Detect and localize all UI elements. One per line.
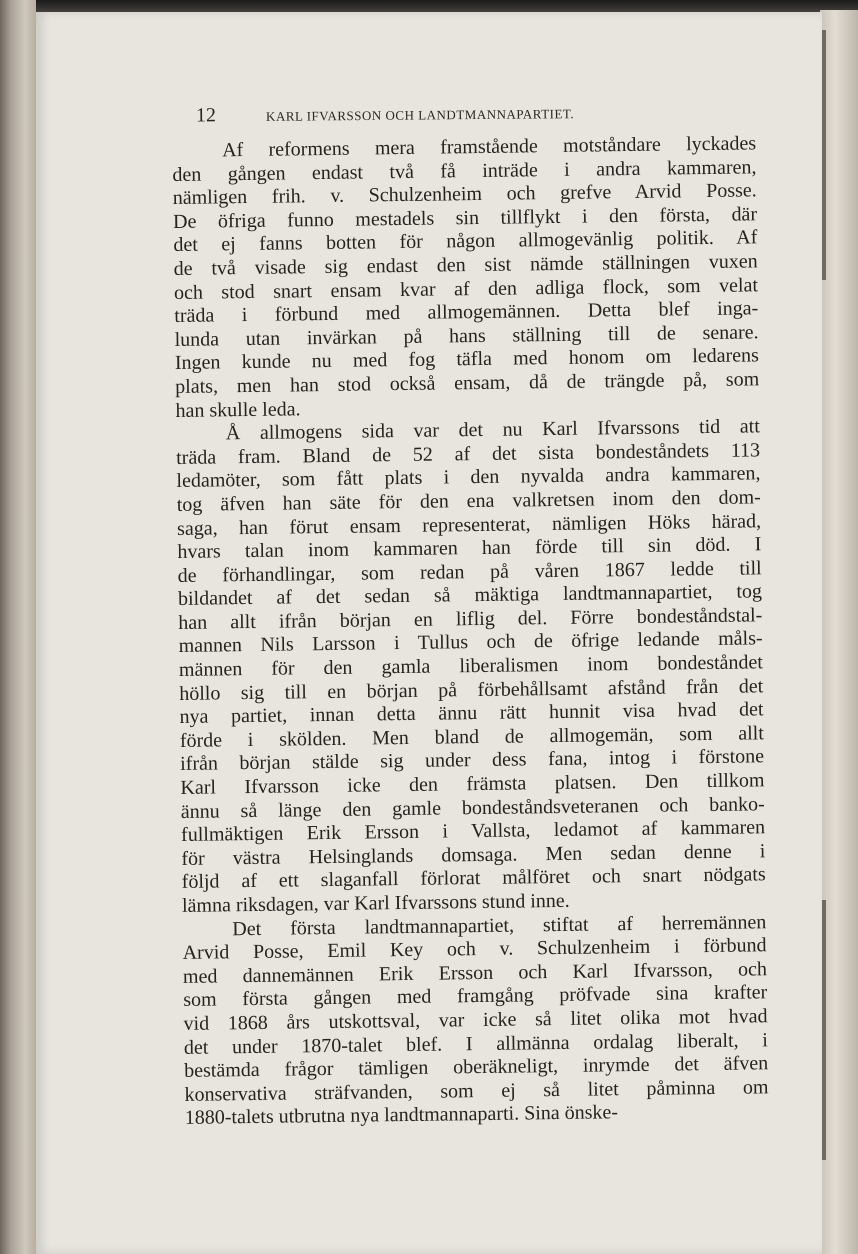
text-line: träda i förbund med allmogemännen. Detta blef inga- — [174, 297, 759, 328]
text-line: Å allmogens sida var det nu Karl Ifvarssons tid att — [225, 415, 760, 445]
text-line: höllo sig till en början på förbehållsamt afstånd från det — [179, 674, 764, 705]
text-line: saga, han förut ensam representerat, nämligen Höks härad, — [176, 509, 762, 540]
paragraph — [176, 415, 766, 918]
text-line: Af reformens mera framstående motståndare lyckades — [221, 132, 757, 162]
body-text — [172, 132, 769, 1130]
text-line: den gången endast två få inträde i andra kammaren, — [172, 155, 757, 186]
text-line: det ej fanns botten för någon allmogevänlig politik. Af — [173, 226, 758, 257]
text-line: lunda utan invärkan på hans ställning till de senare. — [174, 321, 759, 351]
text-line: förde i skölden. Men bland de allmogemän, som allt — [179, 722, 764, 752]
text-line: han allt ifrån början en liflig del. Förre bondeståndstal- — [178, 604, 763, 634]
text-line: tog äfven han säte för den ena valkretsen inom den dom- — [176, 486, 761, 516]
text-line: för västra Helsinglands domsaga. Men sedan denne i — [181, 840, 766, 870]
page-edge-shadow — [822, 30, 826, 280]
book-spine-edge — [0, 0, 36, 1254]
paragraph — [172, 132, 760, 423]
text-line: bildandet af det sedan så mäktiga landtmannapartiet, tog — [177, 580, 763, 611]
text-line: Det första landtmannapartiet, stiftat af herremännen — [232, 910, 767, 940]
text-line: konservativa sträfvanden, som ej så litet påminna om — [184, 1076, 769, 1106]
text-line: fullmäktigen Erik Ersson i Vallsta, ledamot af kammaren — [180, 816, 766, 847]
text-line: som första gången med framgång pröfvade sina krafter — [183, 981, 768, 1012]
text-line: ifrån början stälde sig under dess fana, intog i förstone — [180, 745, 765, 776]
text-line: nya partiet, innan detta ännu rätt hunnit visa hvad det — [179, 698, 764, 729]
text-line: lämna riksdagen, var Karl Ifvarssons stund inne. — [181, 889, 570, 917]
text-line: träda fram. Bland de 52 af det sista bondeståndets 113 — [176, 439, 761, 469]
text-line: Karl Ifvarsson icke den främsta platsen. Den tillkom — [180, 769, 765, 799]
text-line: det under 1870-talet blef. I allmänna ordalag liberalt, i — [183, 1028, 768, 1059]
text-line: han skulle leda. — [175, 397, 301, 422]
text-line: och stod snart ensam kvar af den adliga flock, som velat — [173, 273, 759, 304]
text-line: Ingen kunde nu med fog täfla med honom om ledarens — [174, 344, 760, 375]
text-line: nämligen frih. v. Schulzenheim och grefve Arvid Posse. — [172, 179, 757, 210]
text-line: följd af ett slaganfall förlorat målföret och snart nödgats — [181, 863, 766, 894]
page-number: 12 — [195, 104, 217, 127]
text-line: hvars talan inom kammaren han förde till sin död. I — [177, 533, 762, 564]
page-edge-shadow — [822, 900, 826, 1160]
text-line: de två visade sig endast den sist nämde ställningen vuxen — [173, 250, 758, 280]
text-line: med dannemännen Erik Ersson och Karl Ifvarsson, och — [182, 958, 768, 988]
text-line: ännu så länge den gamle bondeståndsveteranen och banko- — [180, 792, 765, 823]
text-line: De öfriga funno mestadels sin tillflykt i den första, där — [172, 203, 758, 233]
text-line: männen för den gamla liberalismen inom bondeståndet — [178, 651, 764, 682]
text-line: plats, men han stod också ensam, då de trängde på, som — [175, 368, 760, 398]
text-line: Arvid Posse, Emil Key och v. Schulzenheim i förbund — [182, 934, 767, 965]
text-line: ledamöter, som fått plats i den nyvalda andra kammaren, — [176, 462, 761, 493]
text-line: bestämda frågor tämligen oberäkneligt, inrymde det äfven — [184, 1052, 769, 1083]
text-line: de förhandlingar, som redan på våren 1867 ledde till — [177, 557, 762, 587]
text-line: mannen Nils Larsson i Tullus och de öfrige ledande måls- — [178, 627, 763, 658]
text-line: 1880-talets utbrutna nya landtmannaparti. Sina önske- — [184, 1101, 619, 1130]
paragraph — [182, 911, 769, 1131]
text-line: vid 1868 års utskottsval, var icke så litet olika mot hvad — [183, 1005, 768, 1035]
running-title: KARL IFVARSSON OCH LANDTMANNAPARTIET. — [265, 106, 575, 124]
page-header — [196, 100, 756, 128]
